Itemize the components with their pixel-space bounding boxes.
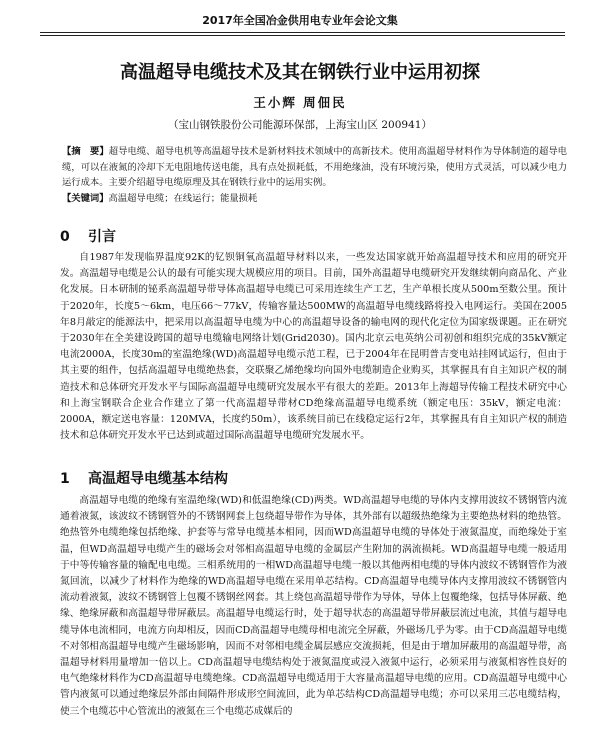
affiliation: （宝山钢铁股份公司能源环保部，上海宝山区 200941）	[168, 119, 432, 131]
structure-paragraph: 高温超导电缆的绝缘有室温绝缘(WD)和低温绝缘(CD)两类。WD高温超导电缆的导体内支撑用波纹不锈钢管内流通着液氮，该波纹不锈钢管外的不锈钢网套上包绕超导带作为导体，其外部有以超级热绝缘为主要绝热材料的绝热管。绝热管外电缆绝缘包括绝缘、护套等与常导电缆基本相同，因而WD高温超导电缆的导体处于液氮温度，而绝缘处于室温，但WD高温超导电缆产生的磁场会对邻相高温超导电缆的金属层产生附加的涡流损耗。WD高温超导电缆一般适用于中等传输容量的输配电电缆。三相系统用的一相WD高温超导电缆一般以其他两相电缆的导体内波纹不锈钢管作为液氮回流，以减少了材料作为绝缘的WD高温超导电缆在采用单芯结构。CD高温超导电缆导体内支撑用波纹不锈钢管内流动着液氮，波纹不锈钢管上包覆不锈钢丝网套。其上绕包高温超导带作为导体，导体上包覆绝缘，包括导体屏蔽、绝缘、绝缘屏蔽和高温超导带屏蔽层。高温超导电缆运行时，处于超导状态的高温超导带屏蔽层流过电流，其值与超导电缆导体电流相同，电流方向却相反，因而CD高温超导电缆母相电流完全屏蔽，外磁场几乎为零。由于CD高温超导电缆不对邻相高温超导电缆产生磁场影响，因而不对邻相电缆金属层感应交流损耗，但是由于增加屏蔽用的高温超导带，高温超导材料用量增加一倍以上。CD高温超导电缆结构处于液氮温度或浸入液氮中运行，必须采用与液氮相容性良好的电气绝缘材料作为CD高温超导电缆绝缘。CD高温超导电缆适用于大容量高温超导电缆的应用。CD高温超导电缆中心管内液氮可以通过绝缘层外部由间隔件形成形空间流回，此为单芯结构CD高温超导电缆；亦可以采用三芯电缆结构，使三个电缆芯中心管流出的液氮在三个电缆芯成媒后的	[60, 495, 567, 717]
section-heading-structure	[60, 468, 228, 488]
intro-paragraph: 自1987年发现临界温度92K的钇钡铜氧高温超导材料以来，一些发达国家就开始高温超导技术和应用的研究开发。高温超导电缆是公认的最有可能实现大规模应用的项目。目前，国外高温超导电缆研究开发继续朝向商品化、产业化发展。日本研制的铋系高温超导带导体高温超导电缆已可采用连续生产工艺，生产单根长度从500m至数公里。预计于2020年，长度5～6km，电压66～77kV，传输容量达500MW的高温超导电缆线路将投入电网运行。美国在2005年8月敲定的能源法中，把采用以高温超导电缆为中心的高温超导设备的输电网的现代化定位为国家级课题。正在研究于2030年在全美建设跨国的超导电缆输电网络计划(Grid2030)。国内北京云电英纳公司初创和组织完成的35kV额定电流2000A，长度30m的室温绝缘(WD)高温超导电缆示范工程，已于2004年在昆明普吉变电站挂网试运行，但由于其主要的组件，包括高温超导电缆绝热套，交联聚乙烯绝缘均向国外电缆制造企业购买，其掌握具有自主知识产权的制造技术和总体研究开发水平与国际高温超导电缆研究发展水平有很大的差距。2013年上海超导传输工程技术研究中心和上海宝钢联合企业合作建立了第一代高温超导带材CD绝缘高温超导电缆系统（额定电压：35kV，额定电流：2000A，额定送电容量：120MVA，长度约50m），该系统目前已在线稳定运行2年，其掌握具有自主知识产权的制造技术和总体研究开发水平已达到或超过国际高温超导电缆研究发展水平。	[60, 252, 567, 442]
keywords	[62, 191, 567, 207]
section-number: 1	[60, 471, 70, 487]
paper-title: 高温超导电缆技术及其在钢铁行业中运用初探	[120, 62, 480, 83]
keywords-label: 【关键词】	[62, 193, 109, 204]
section-heading-intro	[60, 226, 116, 246]
abstract	[62, 144, 567, 191]
header-rule-thin	[40, 35, 565, 36]
abstract-text: 超导电缆、超导电机等高温超导技术是新材料技术领域中的高新技术。使用高温超导材料作为导体制造的超导电缆，可以在液氮的冷却下无电阻地传送电能，具有点处损耗低，不用绝缘油，没有环境污染，使用方式灵活，可以减少电力运行成本。主要介绍超导电缆原理及其在钢铁行业中的运用实例。	[62, 146, 567, 188]
section-title: 引言	[88, 229, 116, 245]
section-title: 高温超导电缆基本结构	[88, 471, 228, 487]
authors: 王小辉 周佃民	[253, 95, 347, 110]
abstract-label: 【摘 要】	[62, 146, 109, 157]
running-header: 2017年全国冶金供用电专业年会论文集	[202, 14, 398, 27]
header-rule	[40, 32, 565, 33]
keywords-text: 高温超导电缆；在线运行；能量损耗	[108, 193, 258, 204]
section-number: 0	[60, 229, 70, 245]
